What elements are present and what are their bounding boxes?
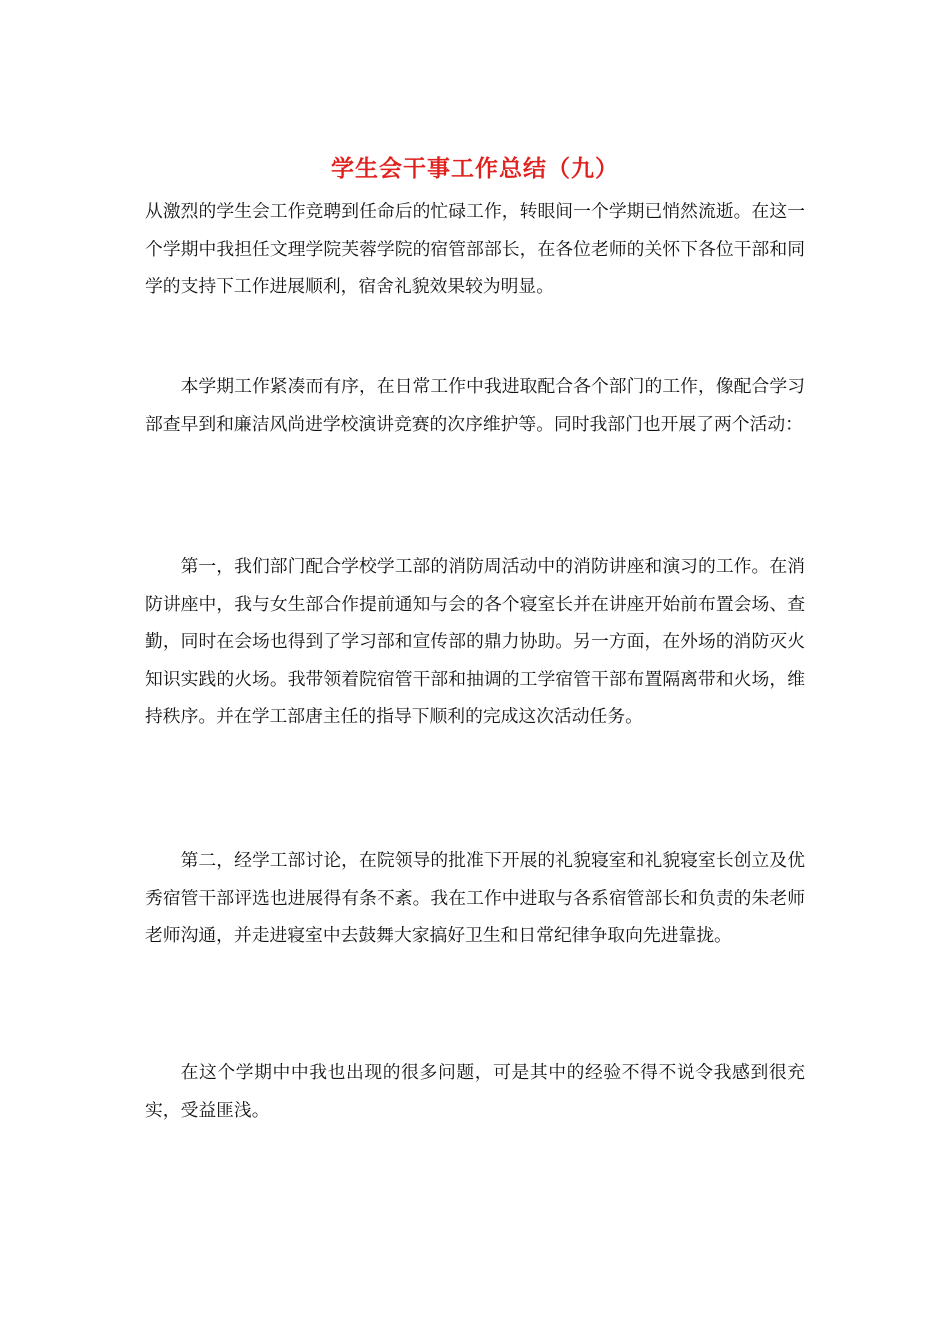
paragraph-conclusion: 在这个学期中中我也出现的很多问题，可是其中的经验不得不说令我感到很充实，受益匪浅。: [145, 1062, 805, 1121]
paragraph-activity-one: 第一，我们部门配合学校学工部的消防周活动中的消防讲座和演习的工作。在消防讲座中，我与女生部合作提前通知与会的各个寝室长并在讲座开始前布置会场、查勤，同时在会场也得到了学习部和宣传部的鼎力协助。另一方面，在外场的消防灭火知识实践的火场。我带领着院宿管干部和抽调的工学宿管干部布置隔离带和火场，维持秩序。并在学工部唐主任的指导下顺利的完成这次活动任务。: [145, 556, 805, 727]
paragraph-work-overview: 本学期工作紧凑而有序，在日常工作中我进取配合各个部门的工作，像配合学习部查早到和廉洁风尚进学校演讲竞赛的次序维护等。同时我部门也开展了两个活动：: [145, 376, 805, 435]
paragraph-activity-two: 第二，经学工部讨论，在院领导的批准下开展的礼貌寝室和礼貌寝室长创立及优秀宿管干部评选也进展得有条不紊。我在工作中进取与各系宿管部长和负责的朱老师老师沟通，并走进寝室中去鼓舞大家搞好卫生和日常纪律争取向先进靠拢。: [145, 850, 805, 946]
paragraph-intro: 从激烈的学生会工作竞聘到任命后的忙碌工作，转眼间一个学期已悄然流逝。在这一个学期中我担任文理学院芙蓉学院的宿管部部长，在各位老师的关怀下各位干部和同学的支持下工作进展顺利，宿舍礼貌效果较为明显。: [145, 201, 805, 297]
document-title: 学生会干事工作总结（九）: [331, 156, 619, 182]
